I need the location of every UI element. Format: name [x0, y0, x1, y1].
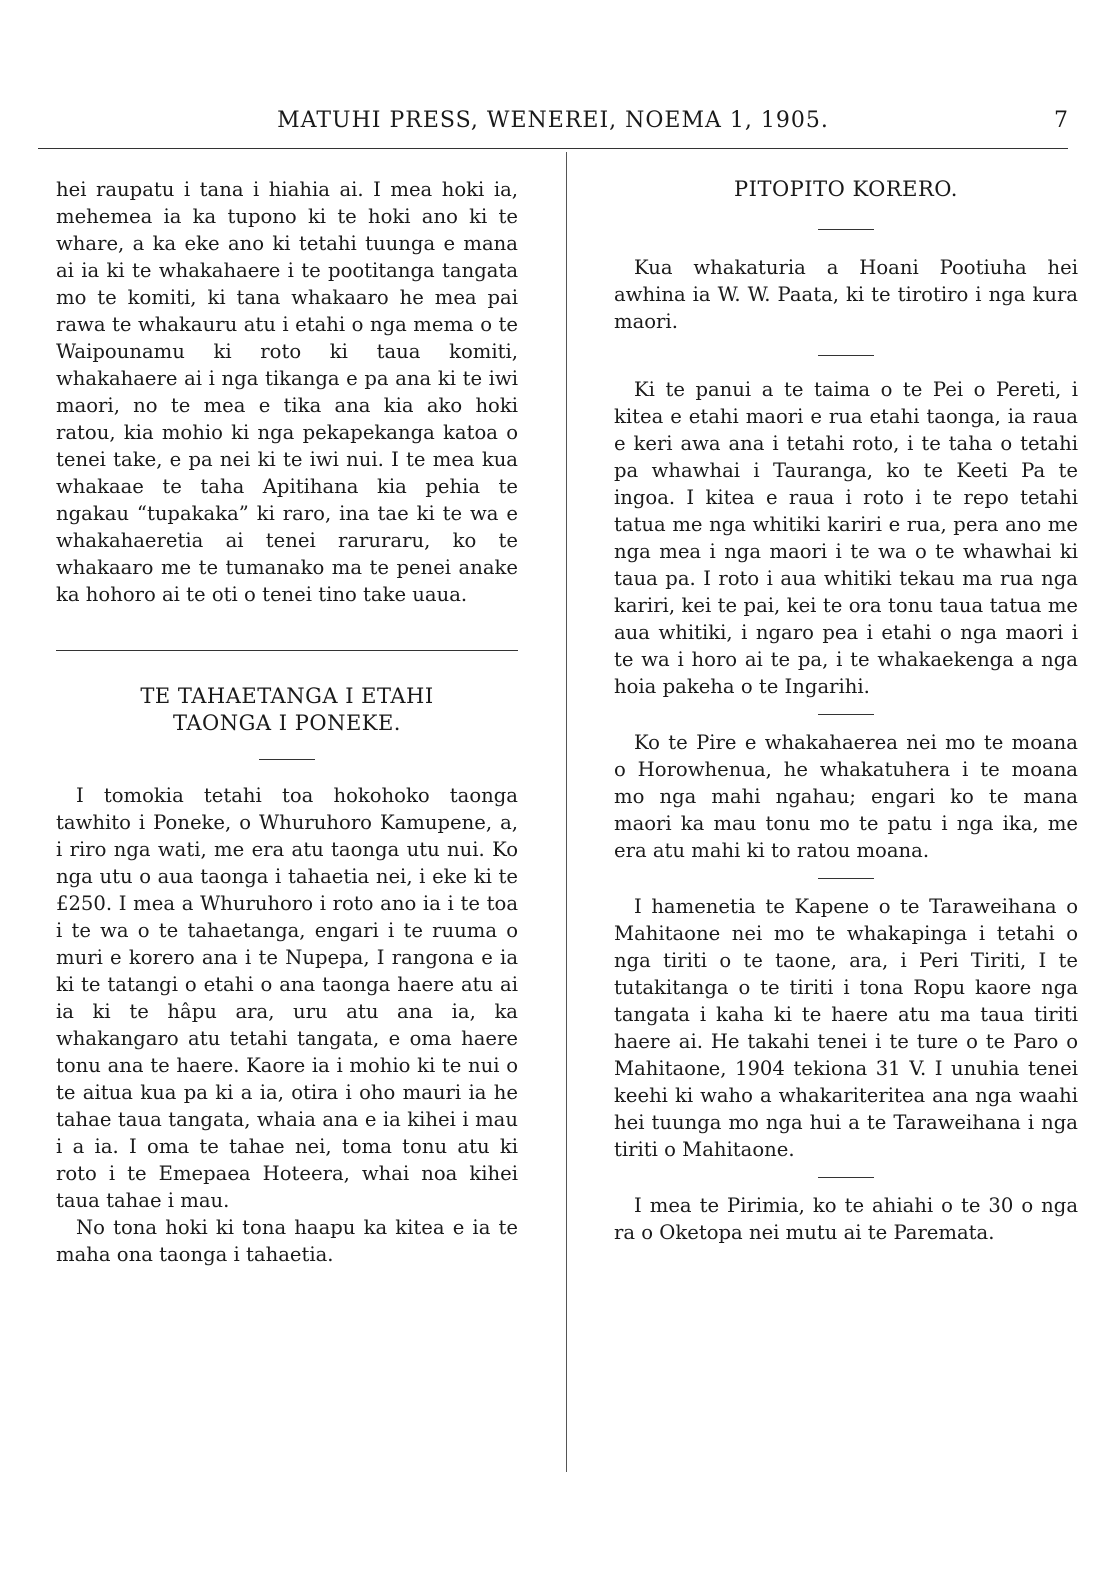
news-item: Ki te panui a te taima o te Pei o Pereti, i kitea e etahi maori e rua etahi taonga, ia raua e keri awa ana i tetahi roto, i te taha o tetahi pa whawhai i Tauranga, ko te Keeti Pa te ingoa. I kitea e raua i roto i te repo tetahi tatua me nga whitiki kariri e rua, pera ano me nga mea i nga maori i te wa o te whawhai ki taua pa. I roto i aua whitiki tekau ma rua nga kariri, kei te pai, kei te ora tonu taua tatua me aua whitiki, i ngaro pea i etahi o nga maori i te wa i horo ai te pa, i te whakaekenga a nga hoia pakeha o te Ingarihi. — [614, 378, 1078, 698]
column-divider — [566, 152, 567, 1472]
continued-paragraph: hei raupatu i tana i hiahia ai. I mea hoki ia, mehemea ia ka tupono ki te hoki ano ki te whare, a ka eke ano ki tetahi tuunga e mana ai ia ki te whakahaere i te pootitanga tangata mo te komiti, ki tana whakaaro he mea pai rawa te whakauru atu i etahi o nga mema o te Waipounamu ki roto ki taua komiti, whakahaere ai i nga tikanga e pa ana ki te iwi maori, no te mea e tika ana kia ako hoki ratou, kia mohio ki nga pekapekanga katoa o tenei take, e pa nei ki te iwi nui. I te mea kua whakaae te taha Apitihana kia pehia te ngakau “tupakaka” ki raro, ina tae ki te wa e whakahaeretia ai tenei raruraru, ko te whakaaro me te tumanako ma te penei anake ka hohoro ai te oti o tenei tino take uaua. — [56, 178, 518, 606]
article-paragraph: I tomokia tetahi toa hokohoko taonga tawhito i Poneke, o Whuruhoro Kamupene, a, i riro nga wati, me era atu taonga utu nui. Ko nga utu o aua taonga i tahaetia nei, i eke ki te £250. I mea a Whuruhoro i roto ano ia i te toa i te wa o te tahaetanga, engari i te ruuma o muri e korero ana i te Nupepa, I rangona e ia ki te tatangi o etahi o ana taonga haere atu ai ia ki te hâpu ara, uru atu ana ia, ka whakangaro atu tetahi tangata, e oma haere tonu ana te haere. Kaore ia i mohio ki te nui o te aitua kua pa ki a ia, otira i oho mauri ia he tahae taua tangata, whaia ana e ia kihei i mau i a ia. I oma te tahae nei, toma tonu atu ki roto i te Emepaea Hoteera, whai noa kihei taua tahae i mau. — [56, 784, 518, 1212]
left-column — [56, 176, 518, 1268]
news-item: I hamenetia te Kapene o te Taraweihana o Mahitaone nei mo te whakapinga i tetahi o nga tiriti o te taone, ara, i Peri Tiriti, I te tutakitanga o te tiriti i tona Ropu kaore nga tangata i kaha ki te haere atu ma taua tiriti haere ai. He takahi tenei i te ture o te Paro o Mahitaone, 1904 tekiona 31 V. I unuhia tenei keehi ki waho a whakariteritea ana nga waahi hei tuunga mo nga hui a te Taraweihana i nga tiriti o Mahitaone. — [614, 895, 1078, 1161]
news-item: Ko te Pire e whakahaerea nei mo te moana o Horowhenua, he whakatuhera i te moana mo nga mahi ngahau; engari ko te mana maori ka mau tonu mo te patu i nga ika, me era atu mahi ki to ratou moana. — [614, 731, 1078, 862]
article-title-line2: TAONGA I PONEKE. — [173, 711, 401, 735]
page-header — [38, 108, 1068, 144]
page-number: 7 — [1054, 108, 1068, 133]
section-title: PITOPITO KORERO. — [734, 177, 958, 201]
masthead: MATUHI PRESS, WENEREI, NOEMA 1, 1905. — [277, 108, 829, 133]
news-item: I mea te Pirimia, ko te ahiahi o te 30 o nga ra o Oketopa nei mutu ai te Paremata. — [614, 1194, 1078, 1244]
header-rule — [38, 148, 1068, 149]
article-title — [56, 683, 518, 737]
article-title-line1: TE TAHAETANGA I ETAHI — [140, 684, 434, 708]
article-paragraph: No tona hoki ki tona haapu ka kitea e ia te maha ona taonga i tahaetia. — [56, 1216, 518, 1266]
news-item: Kua whakaturia a Hoani Pootiuha hei awhina ia W. W. Paata, ki te tirotiro i nga kura maori. — [614, 256, 1078, 333]
right-column — [614, 176, 1078, 1246]
